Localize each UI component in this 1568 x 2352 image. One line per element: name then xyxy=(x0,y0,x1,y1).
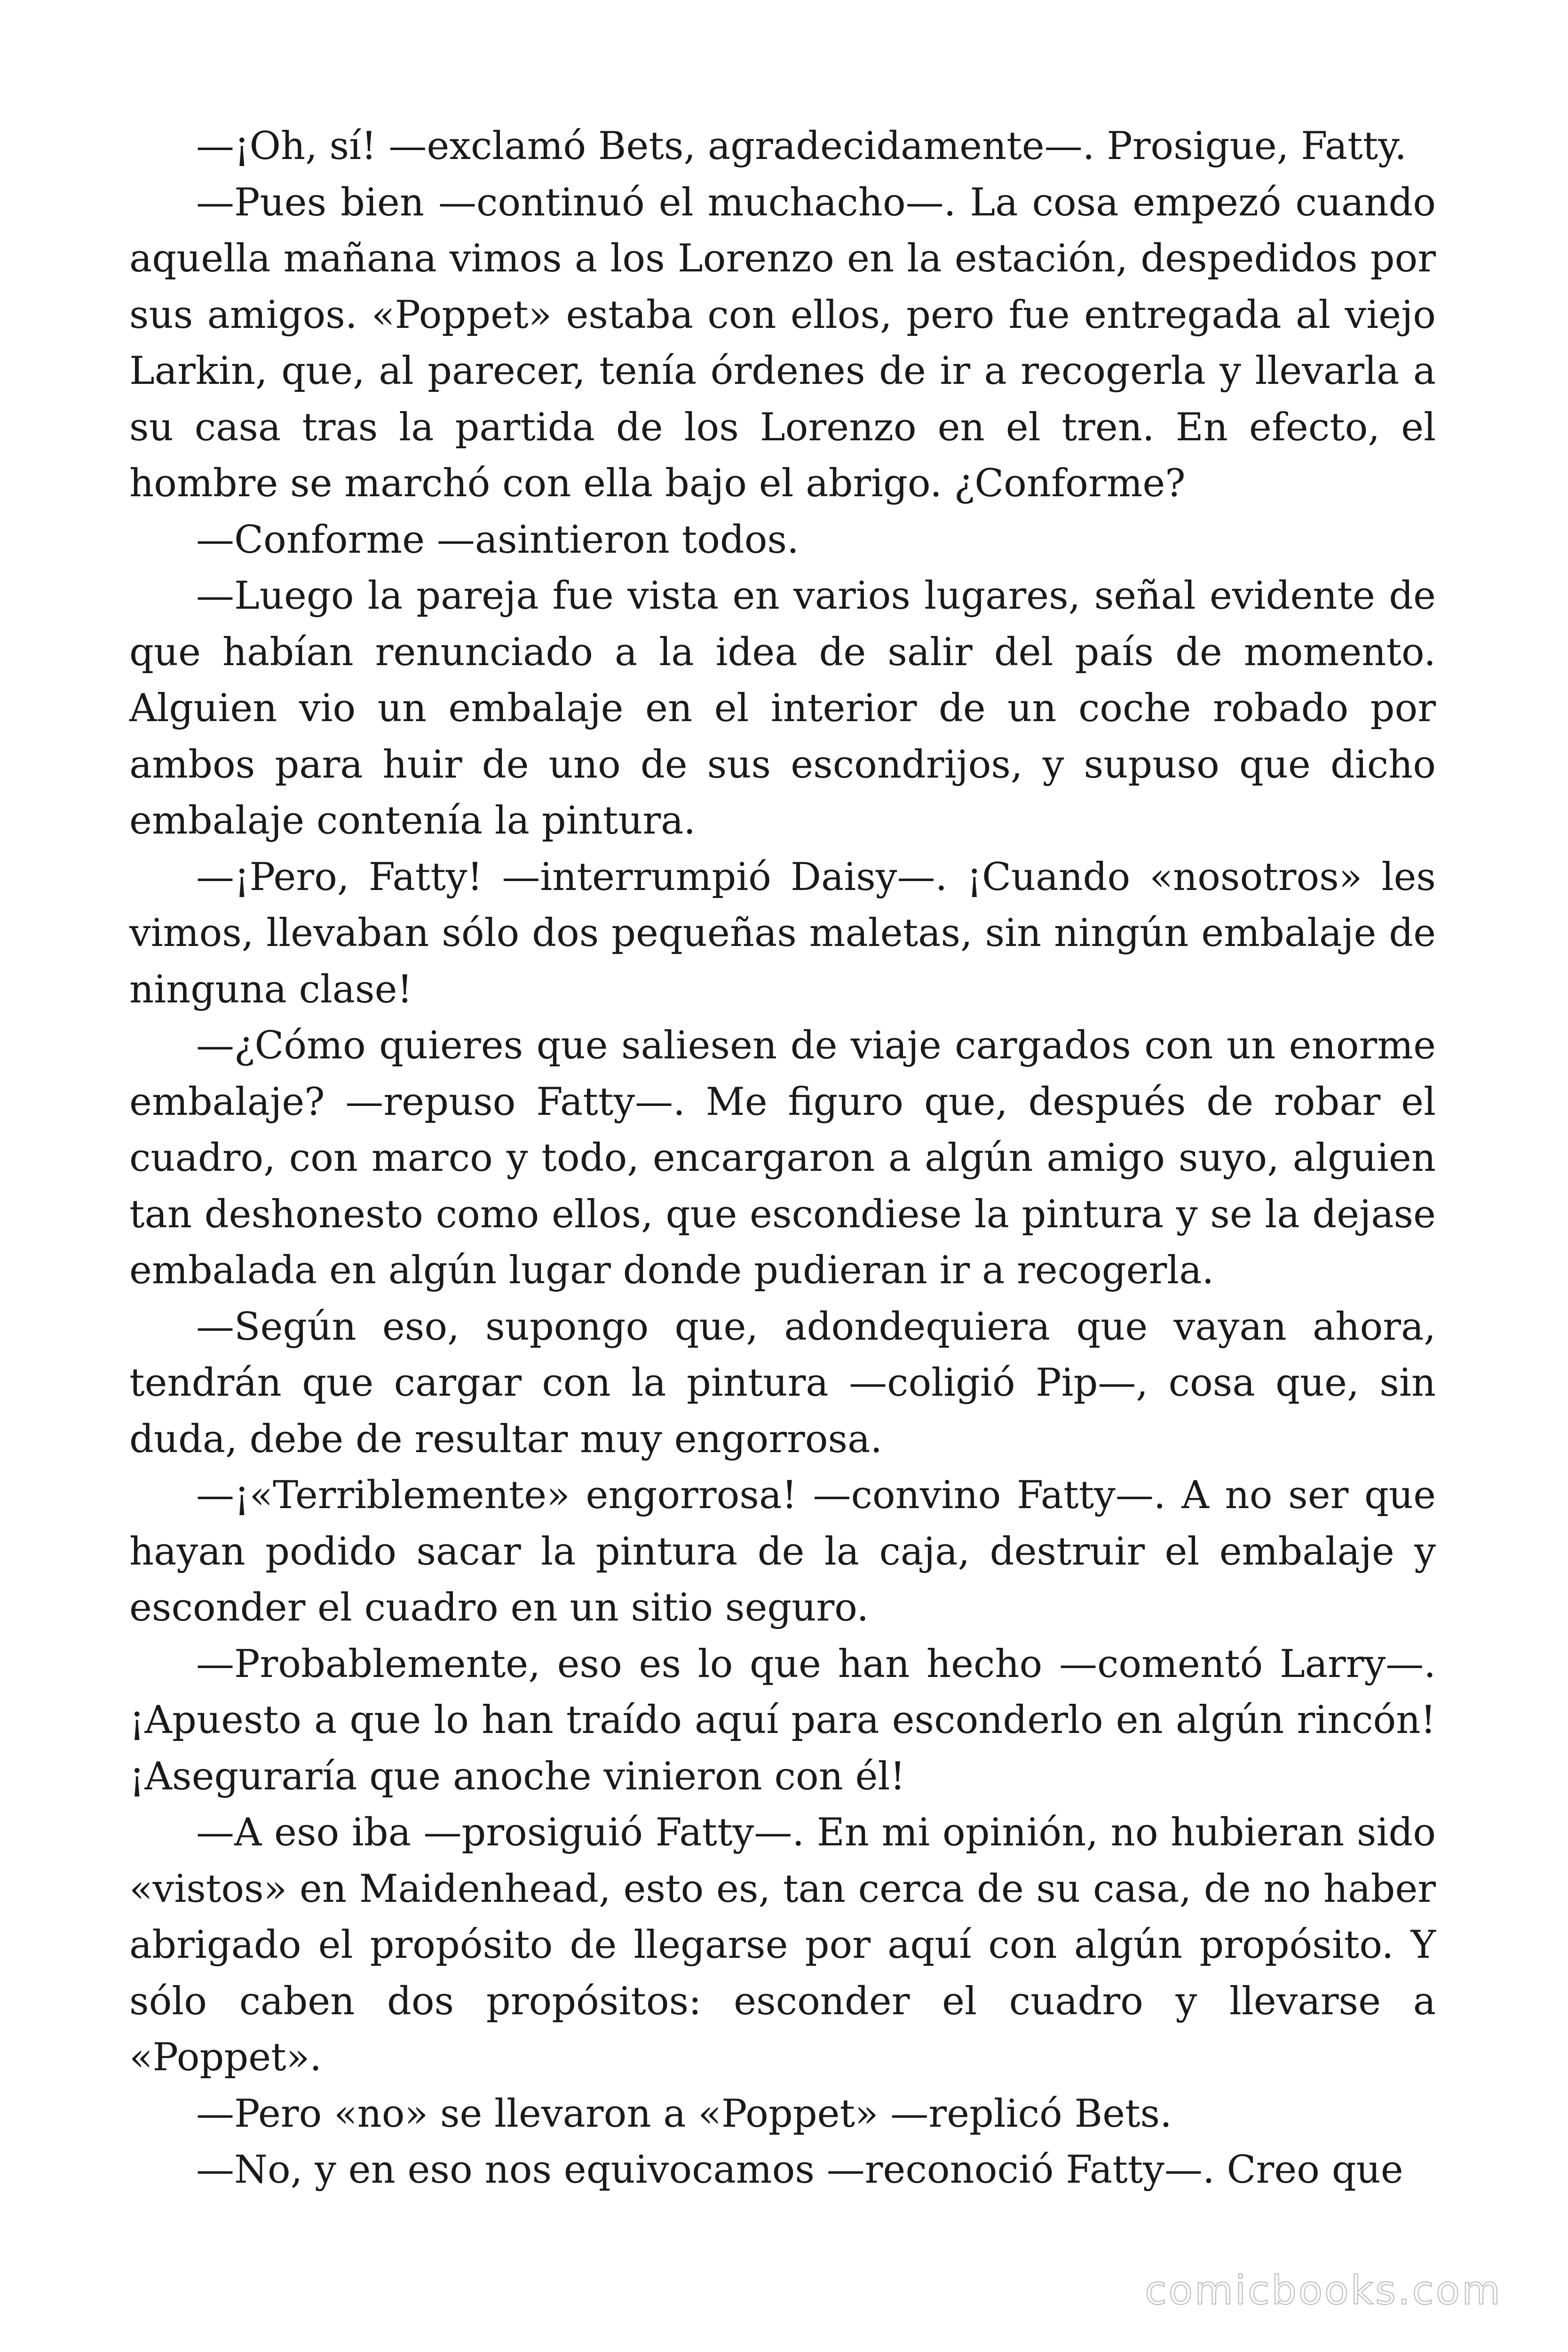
paragraph: —¿Cómo quieres que saliesen de viaje cargados con un enorme embalaje? —repuso Fatty—. Me figuro que, después de robar el cuadro, con marco y todo, encargaron a algún amigo suyo, alguien tan deshonesto como ellos, que escondiese la pintura y se la dejase embalada en algún lugar donde pudieran ir a recogerla. xyxy=(129,1024,1436,1293)
paragraph: —Probablemente, eso es lo que han hecho —comentó Larry—. ¡Apuesto a que lo han traído aquí para esconderlo en algún rincón! ¡Aseguraría que anoche vinieron con él! xyxy=(129,1642,1436,1799)
paragraph: —Luego la pareja fue vista en varios lugares, señal evidente de que habían renunciado a la idea de salir del país de momento. Alguien vio un embalaje en el interior de un coche robado por ambos para huir de uno de sus escondrijos, y supuso que dicho embalaje contenía la pintura. xyxy=(129,574,1436,843)
paragraph: —Pero «no» se llevaron a «Poppet» —replicó Bets. xyxy=(196,2091,1172,2136)
paragraph: —¡Pero, Fatty! —interrumpió Daisy—. ¡Cuando «nosotros» les vimos, llevaban sólo dos pequeñas maletas, sin ningún embalaje de ninguna clase! xyxy=(129,855,1436,1012)
paragraph: —No, y en eso nos equivocamos —reconoció Fatty—. Creo que xyxy=(196,2148,1403,2192)
paragraph: —Conforme —asintieron todos. xyxy=(196,517,799,562)
paragraph: —Según eso, supongo que, adondequiera que vayan ahora, tendrán que cargar con la pintura —coligió Pip—, cosa que, sin duda, debe de resultar muy engorrosa. xyxy=(129,1304,1436,1462)
page-body xyxy=(129,119,1436,2199)
watermark: comicbooks.com xyxy=(1145,2267,1502,2313)
paragraph: —¡«Terriblemente» engorrosa! —convino Fatty—. A no ser que hayan podido sacar la pintura de la caja, destruir el embalaje y esconder el cuadro en un sitio seguro. xyxy=(129,1473,1436,1630)
paragraph: —Pues bien —continuó el muchacho—. La cosa empezó cuando aquella mañana vimos a los Lorenzo en la estación, despedidos por sus amigos. «Poppet» estaba con ellos, pero fue entregada al viejo Larkin, que, al parecer, tenía órdenes de ir a recogerla y llevarla a su casa tras la partida de los Lorenzo en el tren. En efecto, el hombre se marchó con ella bajo el abrigo. ¿Conforme? xyxy=(129,180,1436,506)
paragraph: —A eso iba —prosiguió Fatty—. En mi opinión, no hubieran sido «vistos» en Maidenhead, esto es, tan cerca de su casa, de no haber abrigado el propósito de llegarse por aquí con algún propósito. Y sólo caben dos propósitos: esconder el cuadro y llevarse a «Poppet». xyxy=(129,1811,1436,2080)
paragraph: —¡Oh, sí! —exclamó Bets, agradecidamente—. Prosigue, Fatty. xyxy=(196,124,1407,168)
